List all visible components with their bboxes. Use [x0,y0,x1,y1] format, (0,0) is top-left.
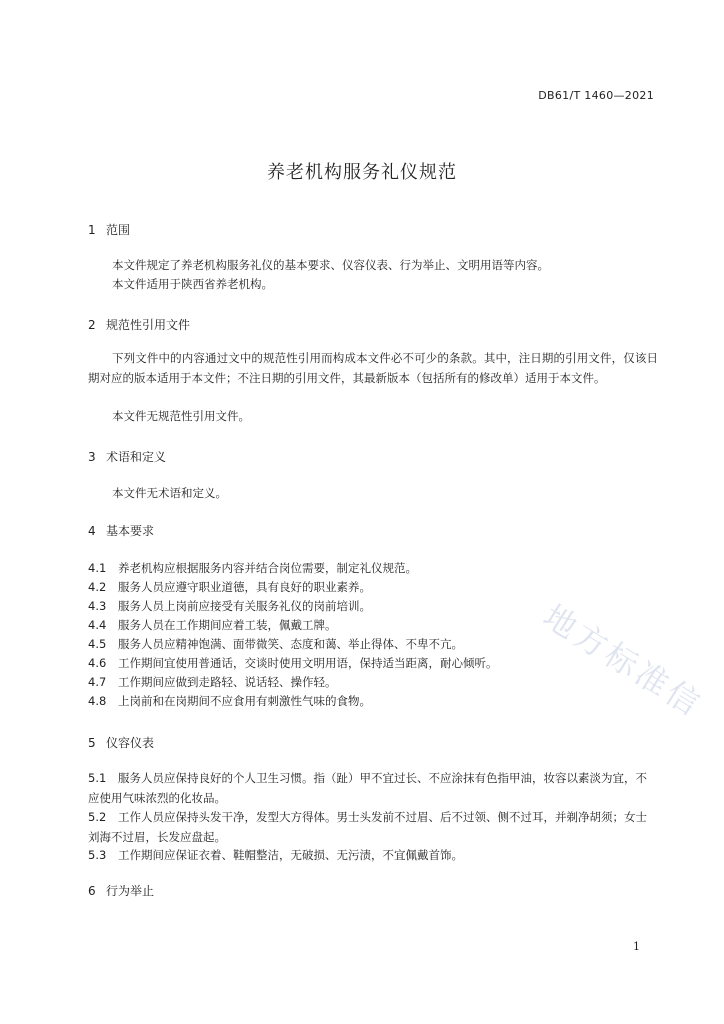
section-title: 规范性引用文件 [106,318,191,332]
clause-text: 上岗前和在岗期间不应食用有刺激性气味的食物。 [118,694,371,708]
section-heading-1 [88,221,130,238]
clause-number: 5.2 [88,810,107,824]
paragraph: 本文件适用于陕西省养老机构。 [112,277,273,291]
section-title: 基本要求 [106,524,155,538]
section-title: 术语和定义 [106,450,167,464]
section-heading-6 [88,882,154,899]
page-number: 1 [633,940,640,953]
section-number: 2 [88,318,96,332]
section-number: 1 [88,223,96,237]
clause-number: 4.2 [88,580,107,594]
clause-4-6 [88,654,658,673]
clause-number: 4.1 [88,561,107,575]
clause-number: 4.3 [88,599,107,613]
clause-number: 5.1 [88,771,107,785]
clause-text: 服务人员应遵守职业道德，具有良好的职业素养。 [118,580,371,594]
paragraph: 本文件无术语和定义。 [112,486,227,500]
clause-number: 4.4 [88,618,107,632]
paragraph: 本文件无规范性引用文件。 [112,409,250,423]
paragraph: 下列文件中的内容通过文中的规范性引用而构成本文件必不可少的条款。其中，注日期的引用文件，仅该日期对应的版本适用于本文件；不注日期的引用文件，其最新版本（包括所有的修改单）适用于本文件。 [88,351,658,385]
standard-code: DB61/T 1460—2021 [538,89,654,102]
clause-text: 服务人员应保持良好的个人卫生习惯。指（趾）甲不宜过长、不应涂抹有色指甲油，妆容以素淡为宜，不应使用气味浓烈的化妆品。 [88,771,647,805]
clause-number: 5.3 [88,848,107,862]
clause-text: 服务人员应精神饱满、面带微笑、态度和蔼、举止得体、不卑不亢。 [118,637,463,651]
clause-4-7 [88,673,658,692]
clause-5-2 [88,807,658,847]
clause-text: 工作期间宜使用普通话，交谈时使用文明用语，保持适当距离，耐心倾听。 [118,656,498,670]
clause-text: 养老机构应根据服务内容并结合岗位需要，制定礼仪规范。 [118,561,417,575]
clause-4-2 [88,578,658,597]
section-number: 6 [88,884,96,898]
section-number: 3 [88,450,96,464]
section-title: 范围 [106,223,131,237]
clause-5-3 [88,846,658,865]
section-number: 5 [88,736,96,750]
clause-4-1 [88,559,658,578]
section-title: 仪容仪表 [106,736,155,750]
document-title: 养老机构服务礼仪规范 [267,162,457,183]
clause-5-1 [88,768,658,808]
section-heading-2 [88,316,190,333]
section-heading-3 [88,448,166,465]
clause-text: 工作期间应做到走路轻、说话轻、操作轻。 [118,675,337,689]
section-title: 行为举止 [106,884,155,898]
watermark: 地方标准信 [536,597,710,725]
clause-text: 服务人员上岗前应接受有关服务礼仪的岗前培训。 [118,599,371,613]
clause-text: 服务人员在工作期间应着工装，佩戴工牌。 [118,618,337,632]
clause-text: 工作人员应保持头发干净，发型大方得体。男士头发前不过眉、后不过领、侧不过耳，并剃净胡须；女士刘海不过眉，长发应盘起。 [88,810,647,844]
clause-number: 4.7 [88,675,107,689]
clause-number: 4.8 [88,694,107,708]
clause-number: 4.5 [88,637,107,651]
section-heading-5 [88,734,154,751]
section-number: 4 [88,524,96,538]
section-heading-4 [88,522,154,539]
clause-4-8 [88,692,658,711]
clause-text: 工作期间应保证衣着、鞋帽整洁，无破损、无污渍，不宜佩戴首饰。 [118,848,463,862]
paragraph: 本文件规定了养老机构服务礼仪的基本要求、仪容仪表、行为举止、文明用语等内容。 [112,258,549,272]
clause-number: 4.6 [88,656,107,670]
